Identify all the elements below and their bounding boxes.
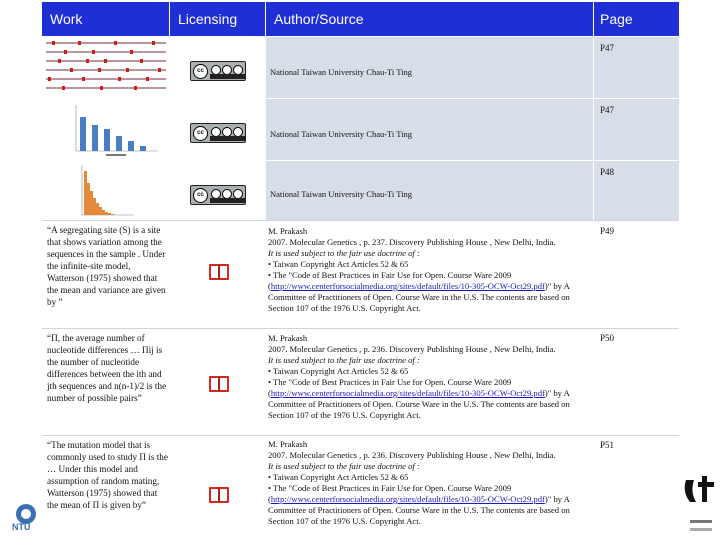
ocw-link[interactable]: http://www.centerforsocialmedia.org/sites/default/files/10-305-OCW-Oct29.pdf xyxy=(270,388,545,398)
page-number: P50 xyxy=(600,333,615,343)
source-citation: 2007. Molecular Genetics , p. 237. Discovery Publishing House , New Delhi, India. xyxy=(268,237,556,247)
source-citation: 2007. Molecular Genetics , p. 236. Discovery Publishing House , New Delhi, India. xyxy=(268,344,556,354)
header-licensing-label: Licensing xyxy=(178,11,238,27)
source-author: M. Prakash xyxy=(268,439,308,449)
author-text: National Taiwan University Chau-Ti Ting xyxy=(270,67,413,77)
segregating-sites-figure xyxy=(42,37,169,98)
right-edge-logo xyxy=(680,472,720,540)
partial-logo-graphic xyxy=(680,472,720,540)
quote-text: “Π, the average number of nucleotide differences … Πij is the number of nucleotide differences between the ith and jth sequences and n(n-1)/2 is the number of possible pairs” xyxy=(47,333,167,403)
ntu-logo xyxy=(8,500,44,536)
source-citation: 2007. Molecular Genetics , p. 236. Discovery Publishing House , New Delhi, India. xyxy=(268,450,556,460)
page-number: P47 xyxy=(600,105,615,115)
header-work xyxy=(42,2,169,36)
source-details xyxy=(268,226,590,314)
cc-icon: cc xyxy=(193,126,208,141)
cc-license-badge xyxy=(190,123,246,143)
header-page xyxy=(594,2,679,36)
code-of-practice-item xyxy=(268,483,590,527)
distribution-histogram-image xyxy=(42,161,169,221)
source-author: M. Prakash xyxy=(268,333,308,343)
histogram-figure xyxy=(42,99,169,160)
table-row xyxy=(42,98,679,160)
code-prefix: • The "Code of Best Practices in Fair Use for Open. Course Ware 2009 ( xyxy=(268,377,512,398)
table-row xyxy=(42,36,679,98)
header-page-label: Page xyxy=(600,11,633,27)
cc-license-badge xyxy=(190,185,246,205)
book-icon xyxy=(208,375,230,393)
distribution-figure xyxy=(42,161,169,220)
table-row xyxy=(42,160,679,220)
book-icon xyxy=(208,486,230,504)
license-cell xyxy=(170,99,265,160)
source-details xyxy=(268,333,590,421)
taiwan-act-item: • Taiwan Copyright Act Articles 52 & 65 xyxy=(268,366,409,376)
page-number: P49 xyxy=(600,226,615,236)
text-row xyxy=(42,435,679,541)
fair-use-note: It is used subject to the fair use doctrine of : xyxy=(268,248,420,258)
book-icon xyxy=(208,263,230,281)
page-number: P51 xyxy=(600,440,615,450)
code-suffix: )" by A Committee of Practitioners of Open. Course Ware in the U.S. The contents are based on Section 107 of the 1976 U.S. Copyright Act. xyxy=(268,494,570,526)
quote-text: “The mutation model that is commonly used to study Π is the … Under this model and assumption of random mating, Watterson (1975) showed that the mean of Π is given by” xyxy=(47,440,168,510)
ocw-link[interactable]: http://www.centerforsocialmedia.org/sites/default/files/10-305-OCW-Oct29.pdf xyxy=(270,281,545,291)
author-text: National Taiwan University Chau-Ti Ting xyxy=(270,189,413,199)
license-cell xyxy=(170,161,265,220)
text-row xyxy=(42,328,679,435)
code-suffix: )" by A Committee of Practitioners of Open. Course Ware in the U.S. The contents are based on Section 107 of the 1976 U.S. Copyright Act. xyxy=(268,388,570,420)
page-number: P47 xyxy=(600,43,615,53)
cc-icon: cc xyxy=(193,64,208,79)
header-author-label: Author/Source xyxy=(274,11,364,27)
bar-histogram-image xyxy=(42,99,169,161)
ntu-logo-text: NTU xyxy=(12,522,31,532)
cc-license-badge xyxy=(190,61,246,81)
fair-use-note: It is used subject to the fair use doctrine of : xyxy=(268,461,420,471)
taiwan-act-item: • Taiwan Copyright Act Articles 52 & 65 xyxy=(268,472,409,482)
author-text: National Taiwan University Chau-Ti Ting xyxy=(270,129,413,139)
source-author: M. Prakash xyxy=(268,226,308,236)
code-of-practice-item xyxy=(268,377,590,421)
header-work-label: Work xyxy=(50,11,83,27)
taiwan-act-item: • Taiwan Copyright Act Articles 52 & 65 xyxy=(268,259,409,269)
code-of-practice-item xyxy=(268,270,590,314)
source-details xyxy=(268,439,590,527)
code-suffix: )" by A Committee of Practitioners of Open. Course Ware in the U.S. The contents are based on Section 107 of the 1976 U.S. Copyright Act. xyxy=(268,281,570,313)
header-author xyxy=(266,2,593,36)
license-cell xyxy=(170,37,265,98)
fair-use-note: It is used subject to the fair use doctrine of : xyxy=(268,355,420,365)
header-licensing xyxy=(170,2,265,36)
sequence-alignment-image xyxy=(42,37,169,99)
page-number: P48 xyxy=(600,167,615,177)
quote-text: “A segregating site (S) is a site that shows variation among the sequences in the sample . Under the infinite-site model, Watterson (1975) showed that the mean and variance are given by ” xyxy=(47,225,166,307)
code-prefix: • The "Code of Best Practices in Fair Use for Open. Course Ware 2009 ( xyxy=(268,483,512,504)
cc-icon: cc xyxy=(193,188,208,203)
ocw-link[interactable]: http://www.centerforsocialmedia.org/sites/default/files/10-305-OCW-Oct29.pdf xyxy=(270,494,545,504)
text-row xyxy=(42,220,679,328)
code-prefix: • The "Code of Best Practices in Fair Use for Open. Course Ware 2009 ( xyxy=(268,270,512,291)
